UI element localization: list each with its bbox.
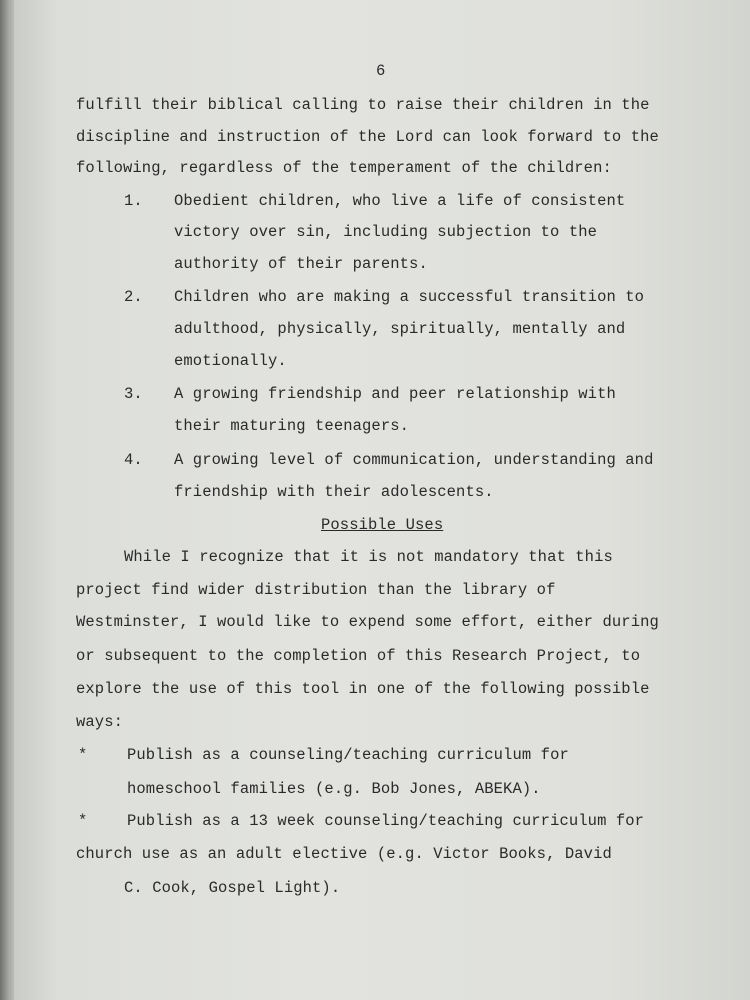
item-line: A growing friendship and peer relationship with	[174, 385, 616, 403]
bullet-line: Publish as a counseling/teaching curriculum for	[127, 746, 569, 764]
body-line: While I recognize that it is not mandatory that this	[124, 548, 613, 566]
document-page	[14, 0, 750, 1000]
intro-line: following, regardless of the temperament of the children:	[76, 159, 612, 177]
intro-line: discipline and instruction of the Lord can look forward to the	[76, 128, 659, 146]
item-line: Obedient children, who live a life of consistent	[174, 192, 626, 210]
page-number: 6	[376, 62, 386, 80]
body-line: explore the use of this tool in one of the following possible	[76, 680, 650, 698]
body-line: or subsequent to the completion of this Research Project, to	[76, 647, 641, 665]
item-number: 4.	[124, 451, 143, 469]
item-number: 1.	[124, 192, 143, 210]
bullet-line: homeschool families (e.g. Bob Jones, ABEKA).	[127, 780, 541, 798]
bullet-line: C. Cook, Gospel Light).	[124, 879, 341, 897]
item-line: friendship with their adolescents.	[174, 483, 494, 501]
body-line: project find wider distribution than the library of	[76, 581, 556, 599]
asterisk-bullet-icon: *	[78, 746, 88, 764]
bullet-line: Publish as a 13 week counseling/teaching curriculum for	[127, 812, 645, 830]
intro-line: fulfill their biblical calling to raise their children in the	[76, 96, 650, 114]
item-number: 2.	[124, 288, 143, 306]
item-line: emotionally.	[174, 352, 287, 370]
item-line: adulthood, physically, spiritually, mentally and	[174, 320, 626, 338]
binding-edge	[0, 0, 14, 1000]
bullet-line: church use as an adult elective (e.g. Victor Books, David	[76, 845, 612, 863]
item-number: 3.	[124, 385, 143, 403]
section-heading: Possible Uses	[321, 516, 444, 534]
item-line: victory over sin, including subjection to the	[174, 223, 598, 241]
item-line: A growing level of communication, understanding and	[174, 451, 654, 469]
item-line: Children who are making a successful transition to	[174, 288, 645, 306]
asterisk-bullet-icon: *	[78, 812, 88, 830]
body-line: ways:	[76, 713, 124, 731]
item-line: authority of their parents.	[174, 255, 428, 273]
body-line: Westminster, I would like to expend some effort, either during	[76, 613, 659, 631]
item-line: their maturing teenagers.	[174, 417, 410, 435]
